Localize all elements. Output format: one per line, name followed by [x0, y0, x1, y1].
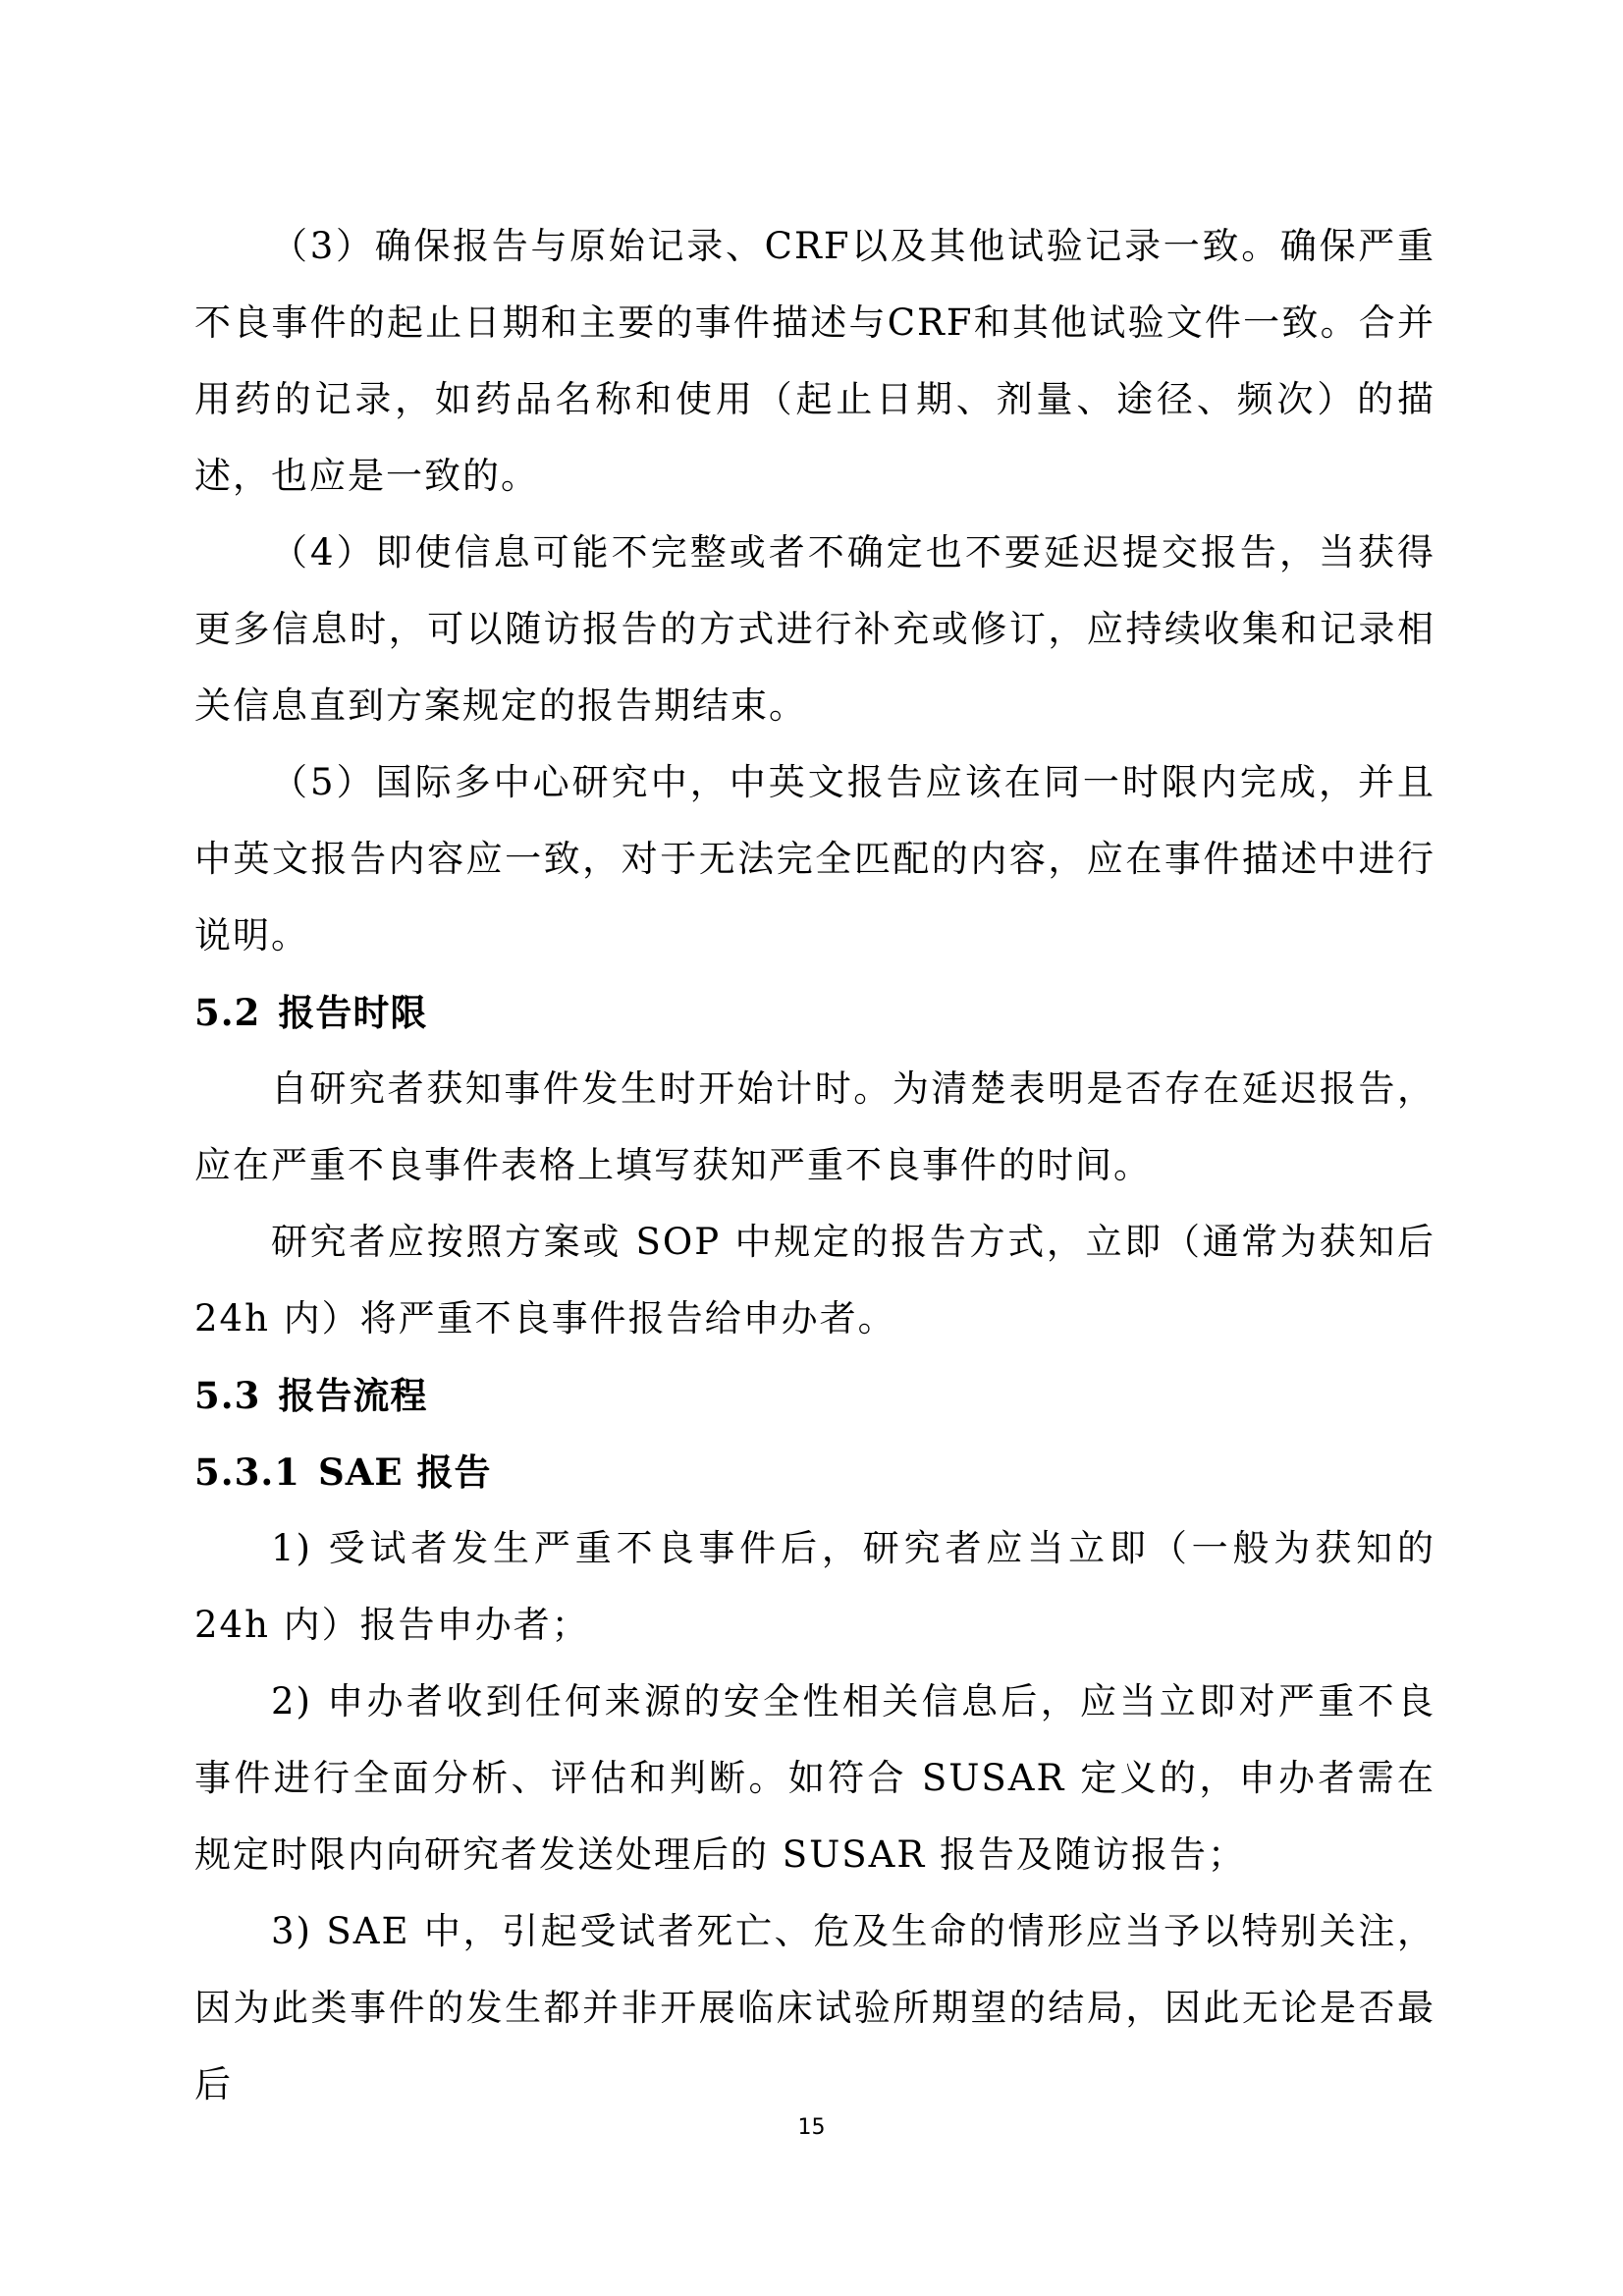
paragraph-no-delay: （4）即使信息可能不完整或者不确定也不要延迟提交报告，当获得更多信息时，可以随访报告的方式进行补充或修订，应持续收集和记录相关信息直到方案规定的报告期结束。 [194, 531, 1435, 727]
section-heading-5-3-1 [194, 1434, 1435, 1510]
section-number: 5.3.1 [194, 1450, 300, 1494]
section-number: 5.2 [194, 991, 261, 1034]
list-item-1: 1) 受试者发生严重不良事件后，研究者应当立即（一般为获知的 24h 内）报告申办者； [194, 1527, 1435, 1646]
paragraph-multicenter: （5）国际多中心研究中，中英文报告应该在同一时限内完成，并且中英文报告内容应一致，对于无法完全匹配的内容，应在事件描述中进行说明。 [194, 761, 1435, 957]
section-number: 5.3 [194, 1374, 261, 1417]
list-item-2: 2) 申办者收到任何来源的安全性相关信息后，应当立即对严重不良事件进行全面分析、评估和判断。如符合 SUSAR 定义的，申办者需在规定时限内向研究者发送处理后的 SUSAR 报告及随访报告； [194, 1680, 1435, 1876]
section-title: SAE 报告 [318, 1450, 492, 1494]
paragraph-timing-start: 自研究者获知事件发生时开始计时。为清楚表明是否存在延迟报告，应在严重不良事件表格上填写获知严重不良事件的时间。 [194, 1067, 1435, 1186]
page-number: 15 [797, 2115, 826, 2140]
document-body [194, 208, 1435, 2123]
section-title: 报告时限 [278, 991, 428, 1034]
paragraph-consistency: （3）确保报告与原始记录、CRF以及其他试验记录一致。确保严重不良事件的起止日期和主要的事件描述与CRF和其他试验文件一致。合并用药的记录，如药品名称和使用（起止日期、剂量、途径、频次）的描述，也应是一致的。 [194, 225, 1435, 497]
paragraph-timing-24h: 研究者应按照方案或 SOP 中规定的报告方式，立即（通常为获知后 24h 内）将严重不良事件报告给申办者。 [194, 1221, 1435, 1339]
section-title: 报告流程 [278, 1374, 428, 1417]
section-heading-5-3 [194, 1357, 1435, 1434]
list-item-3: 3) SAE 中，引起受试者死亡、危及生命的情形应当予以特别关注，因为此类事件的发生都并非开展临床试验所期望的结局，因此无论是否最后 [194, 1910, 1435, 2105]
section-heading-5-2 [194, 974, 1435, 1051]
